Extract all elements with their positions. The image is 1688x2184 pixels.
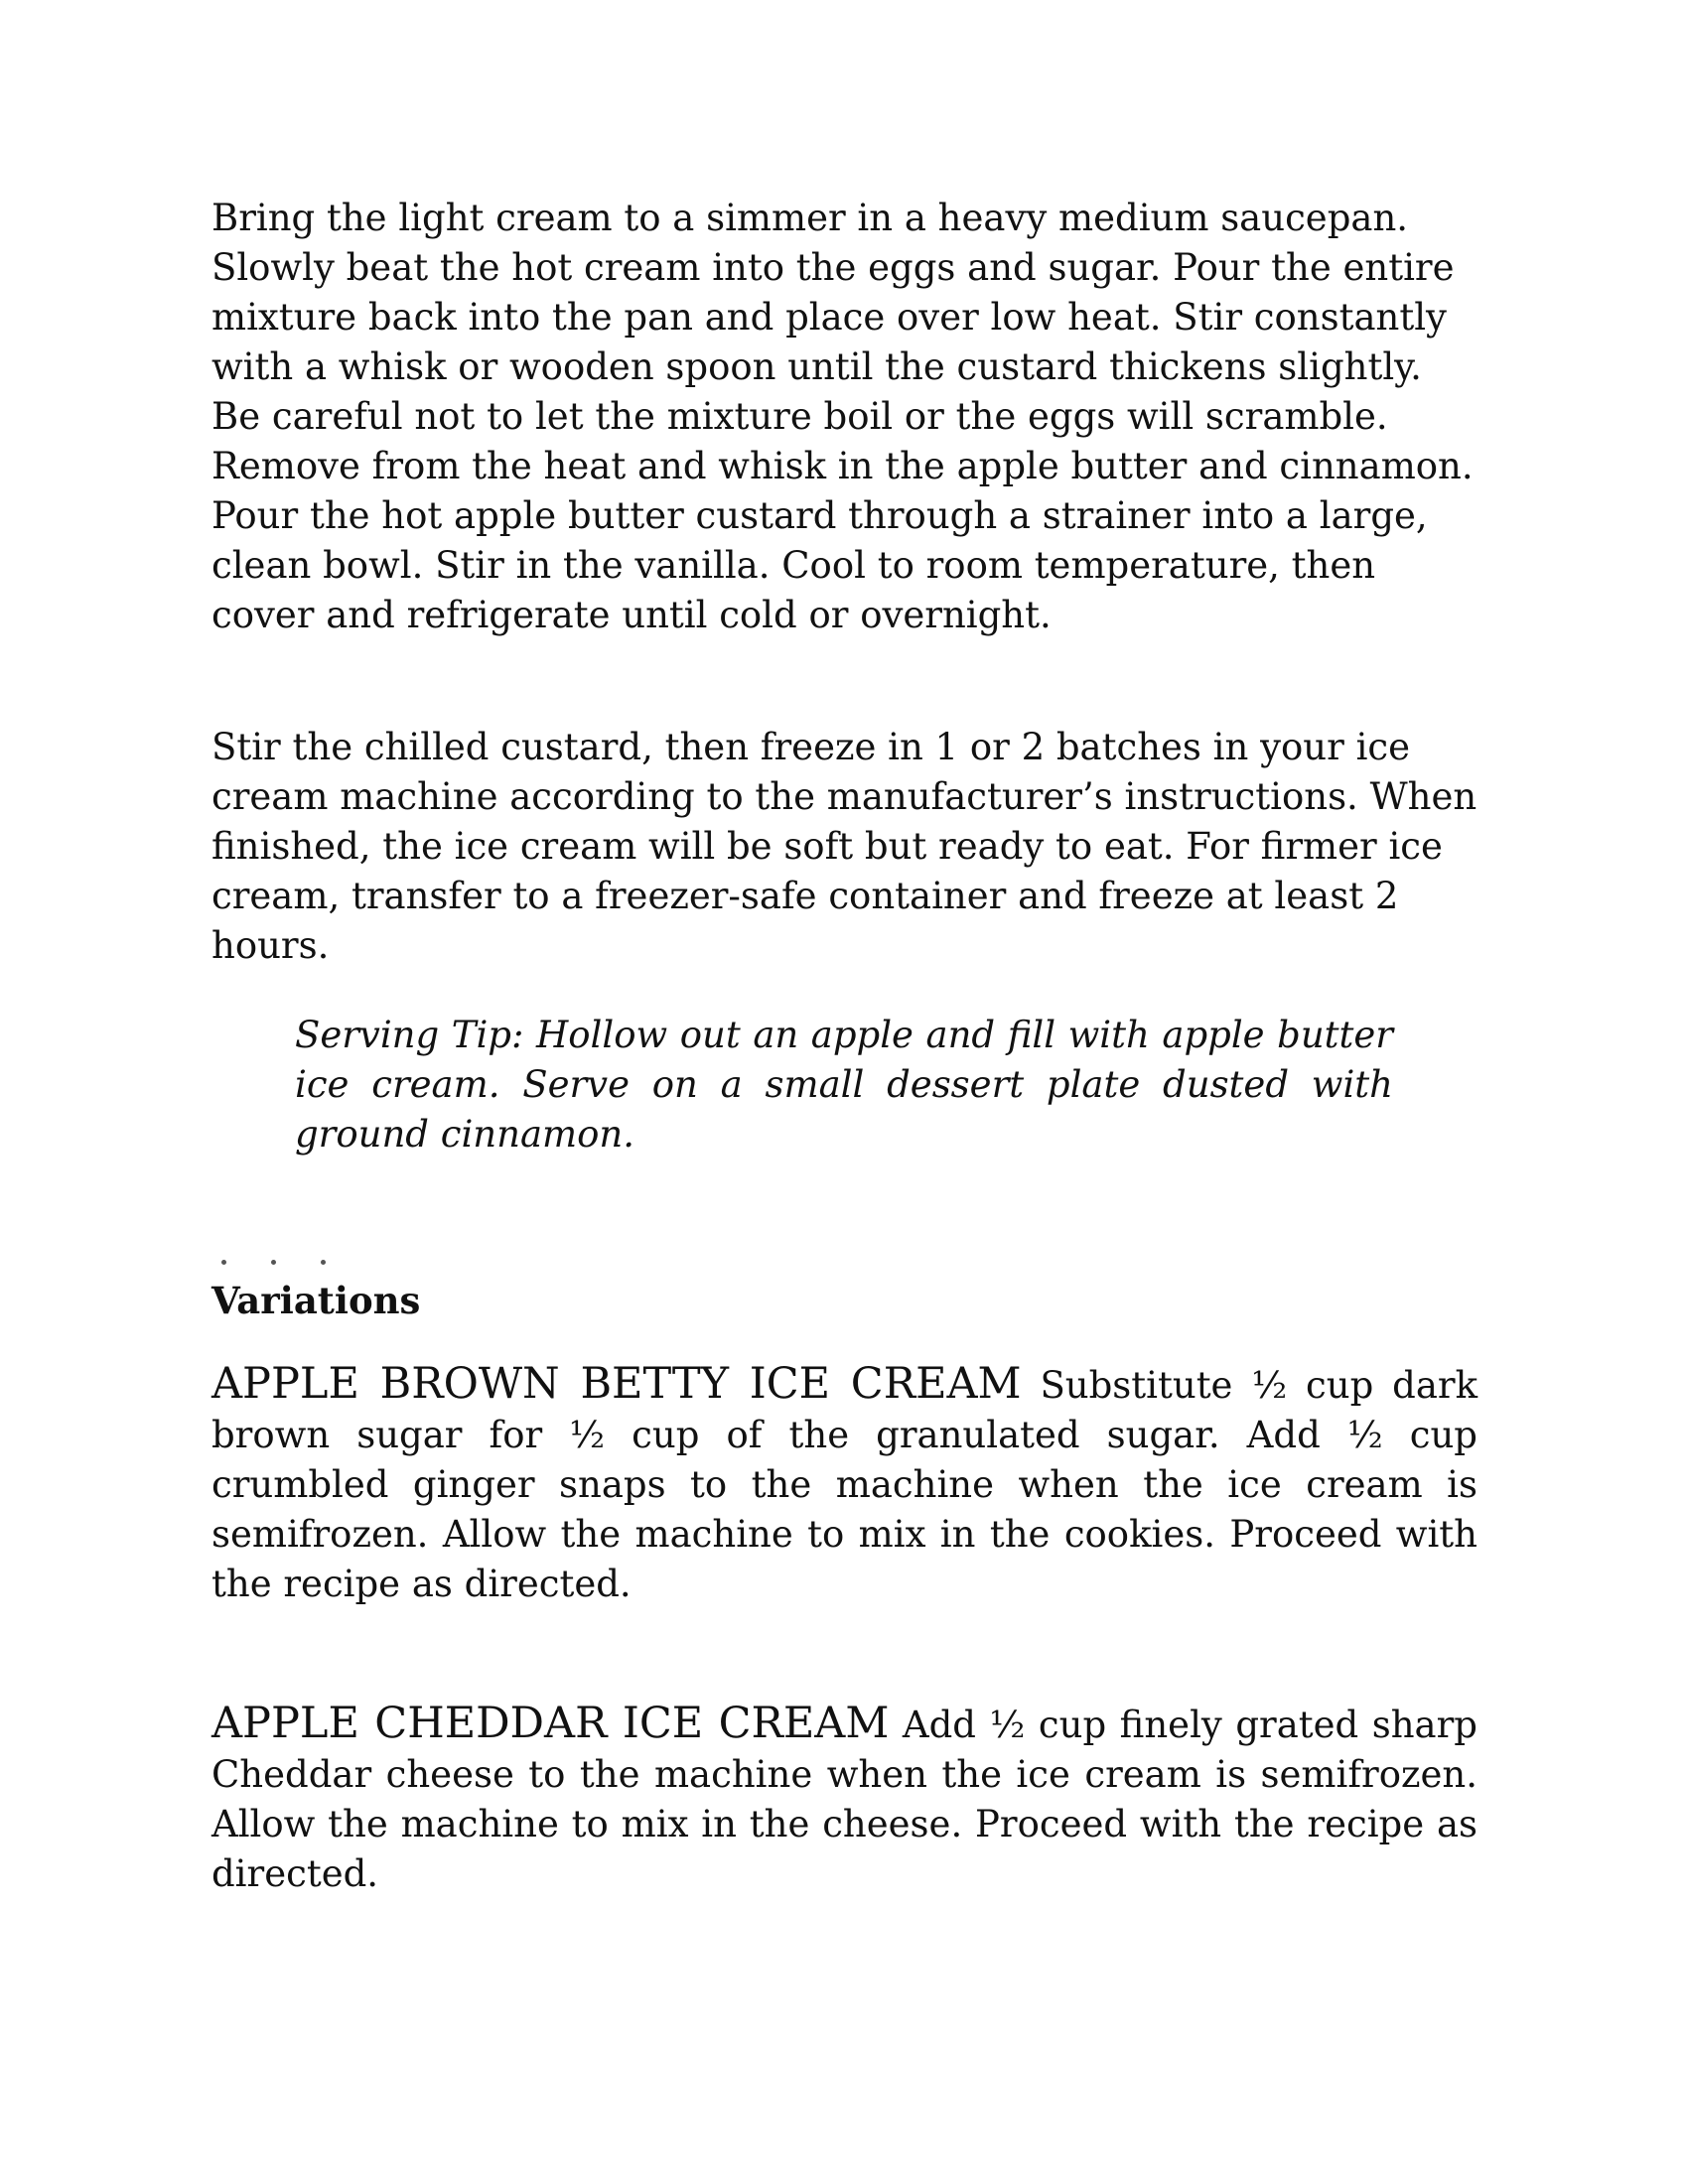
variation-apple-cheddar (211, 1699, 1477, 1899)
divider-dot (321, 1260, 326, 1265)
variation-apple-brown-betty (211, 1359, 1477, 1609)
variation-name: APPLE BROWN BETTY ICE CREAM (211, 1359, 1022, 1409)
instruction-paragraph-freeze: Stir the chilled custard, then freeze in 1 or 2 batches in your ice cream machine according to the manufacturer’s instructions. When finished, the ice cream will be soft but ready to eat. For firmer ice cream, transfer to a freezer-safe container and freeze at least 2 hours. (211, 726, 1477, 967)
variation-text: Add ½ cup finely grated sharp Cheddar cheese to the machine when the ice cream is semifrozen. Allow the machine to mix in the cheese. Proceed with the recipe as directed. (211, 1704, 1477, 1895)
variation-name: APPLE CHEDDAR ICE CREAM (211, 1699, 890, 1748)
document-page (211, 194, 1477, 1899)
variation-text: Substitute ½ cup dark brown sugar for ½ cup of the granulated sugar. Add ½ cup crumbled ginger snaps to the machine when the ice cream is semifrozen. Allow the machine to mix in the cookies. Proceed with the recipe as directed. (211, 1364, 1477, 1605)
serving-tip: Serving Tip: Hollow out an apple and fill with apple butter ice cream. Serve on a small dessert plate dusted with ground cinnamon. (295, 1014, 1393, 1156)
divider-dot (221, 1260, 226, 1265)
variations-heading: Variations (211, 1279, 421, 1322)
section-divider (211, 1254, 1477, 1276)
divider-dot (271, 1260, 276, 1265)
instruction-paragraph-custard: Bring the light cream to a simmer in a heavy medium saucepan. Slowly beat the hot cream into the eggs and sugar. Pour the entire mixture back into the pan and place over low heat. Stir constantly with a whisk or wooden spoon until the custard thickens slightly. Be careful not to let the mixture boil or the eggs will scramble. Remove from the heat and whisk in the apple butter and cinnamon. Pour the hot apple butter custard through a strainer into a large, clean bowl. Stir in the vanilla. Cool to room temperature, then cover and refrigerate until cold or overnight. (211, 197, 1474, 636)
